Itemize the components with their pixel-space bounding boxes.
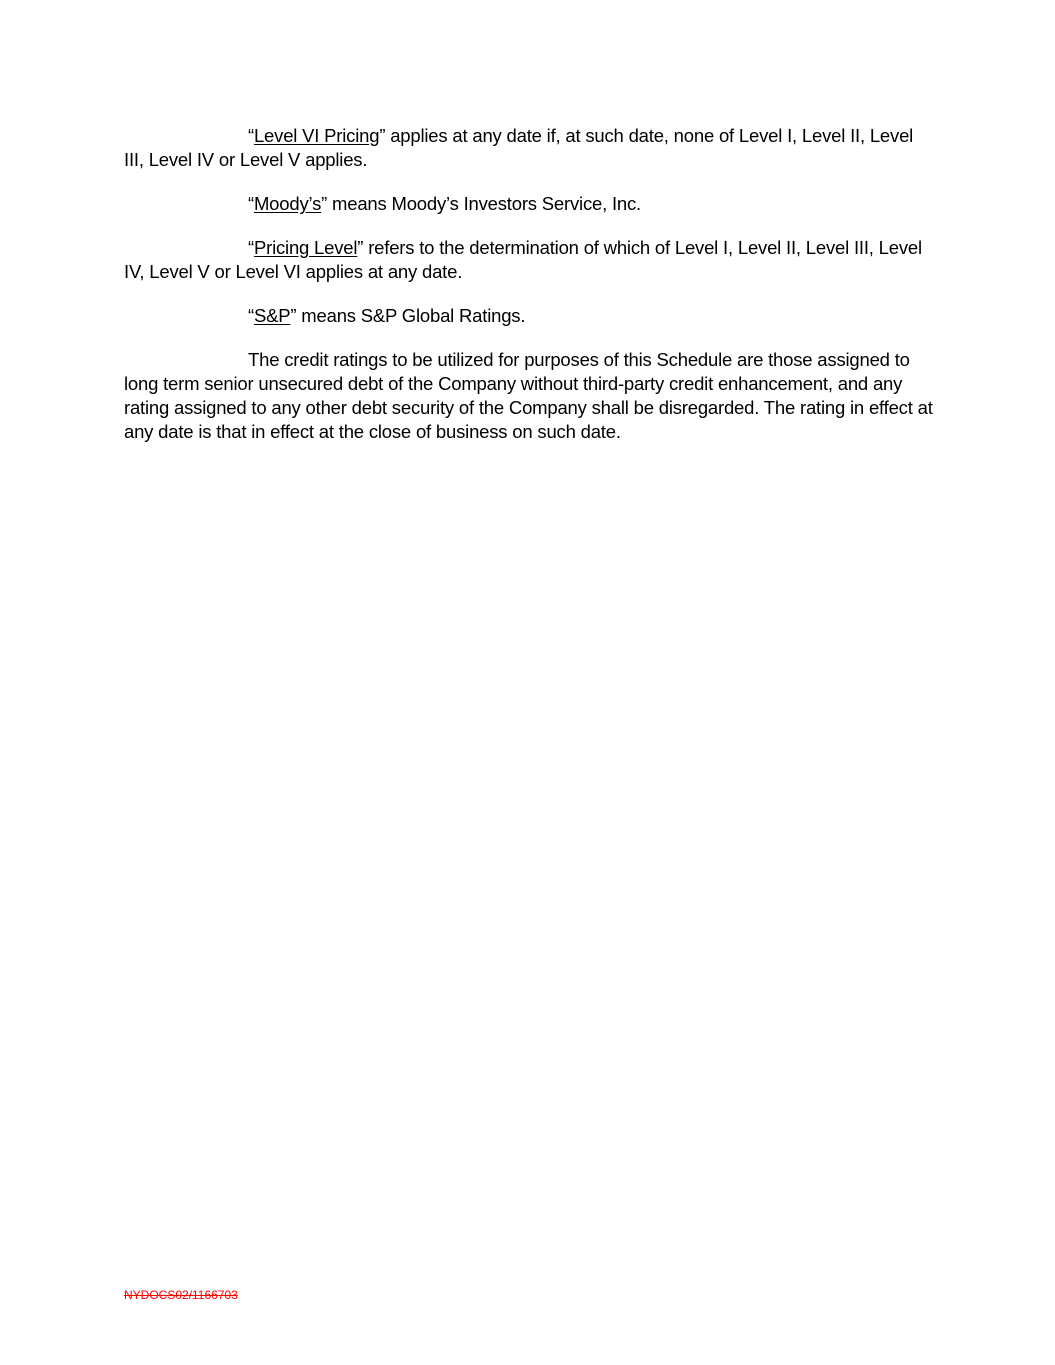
defined-term: S&P bbox=[253, 305, 291, 326]
open-quote: “ bbox=[248, 125, 254, 146]
close-quote: ” bbox=[357, 237, 364, 258]
close-quote: ” bbox=[290, 305, 297, 326]
closing-paragraph: The credit ratings to be utilized for purposes of this Schedule are those assigned to long term senior unsecured debt of the Company without third-party credit enhancement, and any rating assigned to any other debt security of the Company shall be disregarded. The rating in effect at any date is that in effect at the close of business on such date. bbox=[124, 349, 933, 442]
document-body bbox=[124, 124, 934, 464]
open-quote: “ bbox=[248, 237, 254, 258]
defined-term: Level VI Pricing bbox=[253, 125, 380, 146]
footer-document-id: NYDOCS02/1166703 bbox=[124, 1288, 238, 1302]
definition-moodys bbox=[124, 192, 934, 216]
open-quote: “ bbox=[248, 193, 254, 214]
definition-text: means Moody’s Investors Service, Inc. bbox=[327, 193, 641, 214]
definition-text: refers to the determination of which of Level I, Level II, Level III, Level IV, Level V or Level VI applies at any date. bbox=[124, 237, 922, 282]
close-quote: ” bbox=[379, 125, 386, 146]
close-quote: ” bbox=[321, 193, 328, 214]
defined-term: Moody’s bbox=[253, 193, 322, 214]
definition-text: applies at any date if, at such date, none of Level I, Level II, Level III, Level IV or Level V applies. bbox=[124, 125, 914, 170]
definition-pricing-level bbox=[124, 236, 934, 284]
open-quote: “ bbox=[248, 305, 254, 326]
defined-term: Pricing Level bbox=[253, 237, 358, 258]
definition-text: means S&P Global Ratings. bbox=[296, 305, 526, 326]
definition-level-vi-pricing bbox=[124, 124, 934, 172]
definition-sp bbox=[124, 304, 934, 328]
